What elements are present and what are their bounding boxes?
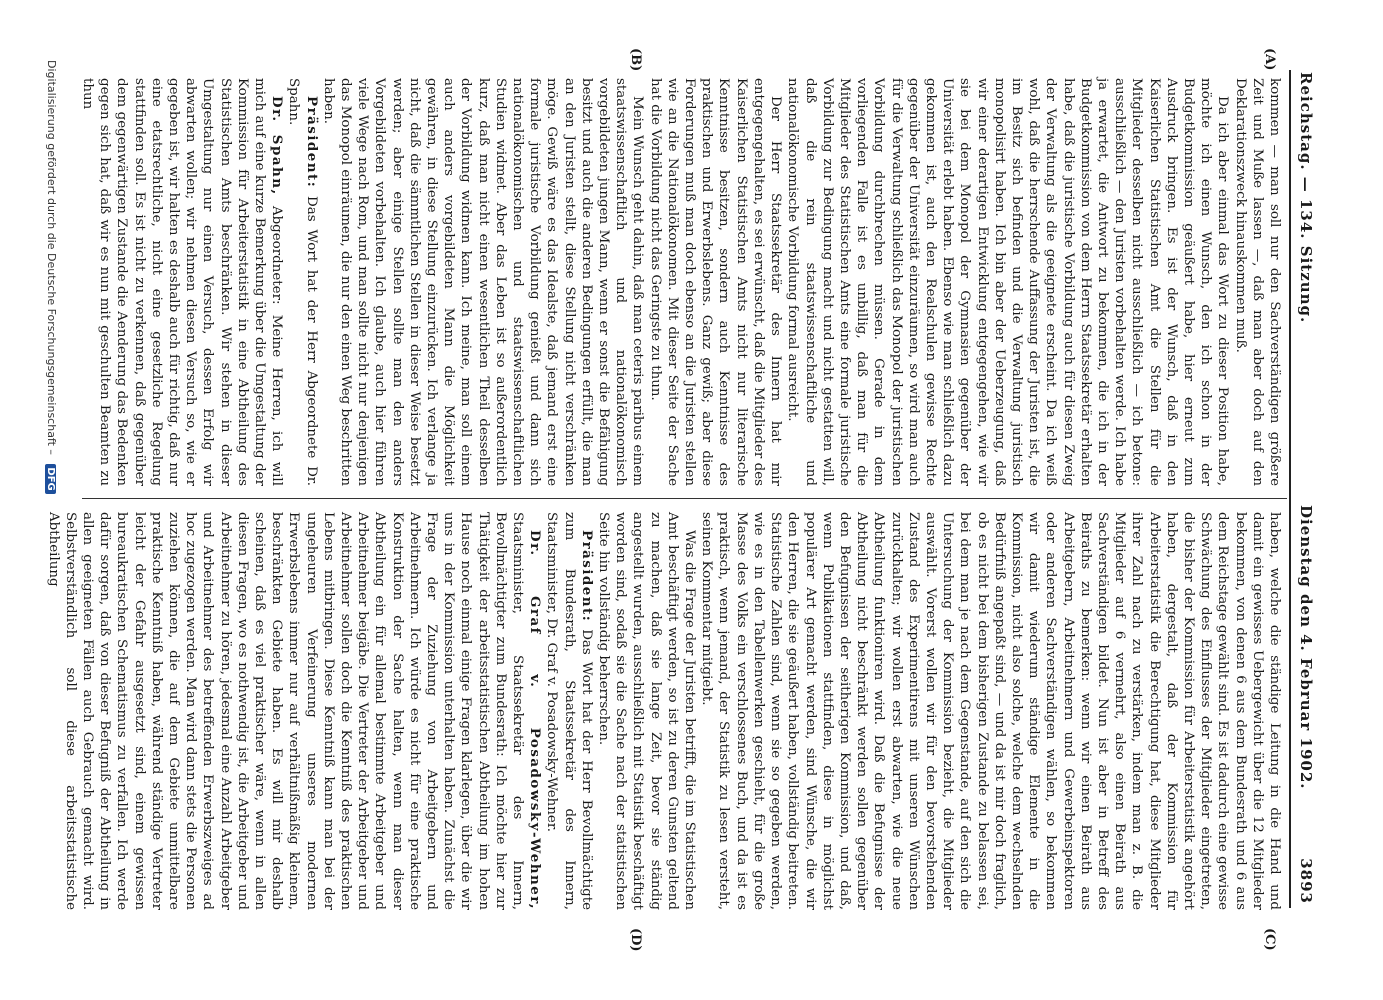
margin-letter-d: (D) — [628, 928, 643, 952]
speaker-paragraph — [543, 512, 595, 910]
speaker-paragraph — [44, 512, 543, 910]
paragraph: kommen — man soll nur den Sachverständigen größere Zeit und Muße lassen —, daß man aber doch auf den Deklarationszweck hinauskommen muß. — [1232, 78, 1282, 486]
speech-text: Das Wort hat der Herr Bevollmächtigte zum Bundesrath, Staatssekretär des Innern, Staatsminister, Dr. Graf v. Posadowsky-Wehner. — [544, 512, 594, 910]
speech-text: Staatsminister, Staatssekretär des Innern, Bevollmächtigter zum Bundesrath: Ich möchte hier zur Thätigkeit der arbeitsstatistischen Abtheilung im hohen Hause noch einmal einige Fragen klarlegen, über die wir uns in der Kommission unterhalten haben. Zunächst die Frage der Zuziehung von Arbeitgebern und Arbeitnehmern. Ich würde es nicht für eine praktische Konstruktion der Sache halten, wenn man dieser Abtheilung ein für allemal bestimmte Arbeitgeber und Arbeitnehmer beigäbe. Die Vertreter der Arbeitgeber und Arbeitnehmer sollen doch die Kenntniß des praktischen Lebens mitbringen. Diese Kenntniß kann man bei der ungeheuren Verfeinerung unseres modernen Erwerbslebens immer nur auf verhältnißmäßig kleinem, beschränkten Gebiete haben. Es will mir deshalb scheinen, daß es viel praktischer wäre, wenn in allen diesen Fragen, wo es nothwendig ist, die Arbeitgeber und Arbeitnehmer zu hören, jedesmal eine Anzahl Arbeitgeber und Arbeitnehmer des betreffenden Erwerbszweiges ad hoc zugezogen werden. Man wird dann stets die Personen zuziehen können, die auf dem Gebiete unmittelbare praktische Kenntniß haben, während ständige Vertreter leicht der Gefahr ausgesetzt sind, einem gewissen bureaukratischen Schematismus zu verfallen. Ich werde dafür sorgen, daß von dieser Befugniß der Abtheilung in allen geeigneten Fällen auch Gebrauch gemacht wird. Selbstverständlich soll diese arbeitsstatistische Abtheilung — [45, 512, 526, 910]
speaker-paragraph — [285, 78, 319, 486]
speaker-label: Präsident: — [578, 530, 595, 623]
speech-text: Abgeordneter: Meine Herren, ich will mich auf eine kurze Bemerkung über die Umgestaltung der Kommission für Arbeiterstatistik in eine Abtheilung des Statistischen Amts beschränken. Wir stehen in dieser Umgestaltung nur einen Versuch, dessen Erfolg wir abwarten wollen; wir nehmen diesen Versuch so, wie er gegeben ist, wir halten es deshalb auch für richtig, daß nur eine etatsrechtliche, nicht eine gesetzliche Regelung stattfinden soll. Es ist nicht zu verkennen, daß gegenüber dem gegenwärtigen Zustande die Aenderung das Bedenken gegen sich hat, daß wir es nun mit geschulten Beamten zu thun — [79, 78, 285, 487]
dfg-logo: DFG — [46, 464, 57, 493]
column-divider — [82, 498, 1287, 499]
page-number: 3893 — [1297, 858, 1315, 904]
digitization-footer — [45, 0, 58, 1000]
margin-letter-b: (B) — [628, 48, 643, 72]
footer-text: Digitalisierung gefördert durch die Deutsche Forschungsgemeinschaft – — [45, 60, 58, 455]
margin-letter-a: (A) — [1262, 48, 1277, 71]
paragraph: Mein Wunsch geht dahin, daß man ceteris paribus einem staatswissenschaftlich und nationalökonomisch vorgebildeten jungen Mann, wenn er sonst die Befähigung besitzt und auch die anderen Bedingungen erfüllt, die man an den Juristen stellt, diese Stellung nicht verschränken möge. Gewiß wäre es das Idealste, daß jemand erst eine formale juristische Vorbildung genießt und dann sich nationalökonomischen und staatswissenschaftlichen Studien widmet. Aber das Leben ist so außerordentlich kurz, daß man nicht einen wesentlichen Theil desselben der Vorbildung widmen kann. Ich meine, man soll einem auch anders vorgebildeten Mann die Möglichkeit gewähren, in diese Stellung einzurücken. Ich verlange ja nicht, daß die sämmtlichen Stellen in dieser Weise besetzt werden; aber einige Stellen sollte man den anders Vorgebildeten vorbehalten. Ich glaube, auch hier führen viele Wege nach Rom, und man sollte nicht nur denjenigen das Monopol einräumen, die nur den einen Weg beschritten haben. — [320, 78, 646, 486]
running-header-right: Dienstag den 4. Februar 1902. — [1297, 505, 1315, 790]
paragraph: Da ich aber einmal das Wort zu dieser Position habe, möchte ich einen Wunsch, den ich schon in der Budgetkommission geäußert habe, hier erneut zum Ausdruck bringen. Es ist der Wunsch, daß in den Kaiserlichen Statistischen Amt die Stellen für die Mitglieder desselben nicht ausschließlich — ich betone: ausschließlich — den Juristen vorbehalten werde. Ich habe ja erwartet, die Antwort zu bekommen, die ich in der Budgetkommission von dem Herrn Staatssekretär erhalten habe, daß die juristische Vorbildung auch für diesen Zweig der Verwaltung als die geeignete erscheint. Da ich weiß wohl, daß die herrschende Auffassung der Juristen ist, die im Besitz sich befinden und die Verwaltung juristisch monopolisirt haben. Ich bin aber der Ueberzeugung, daß wir einer derartigen Entwicklung entgegengehen, wie wir sie bei dem Monopol der Gymnasien gegenüber der Universität erlebt haben. Ebenso wie man schließlich dazu gekommen ist, auch den Realschulen gewisse Rechte gegenüber der Universität einzuräumen, so wird man auch für die Verwaltung schließlich das Monopol der juristischen Vorbildung durchbrechen müssen. Gerade in dem vorliegenden Falle ist es unbillig, daß man für die Mitglieder des Statistischen Amts eine formale juristische Vorbildung zur Bedingung macht und nicht gestatten will, daß die rein staatswissenschaftliche und nationalökonomische Vorbildung formal ausreicht. — [785, 78, 1231, 486]
running-header-left: Reichstag. — 134. Sitzung. — [1297, 72, 1315, 324]
paragraph: Der Herr Staatssekretär des Innern hat mir entgegengehalten, es sei erwünscht, daß die Mitglieder des Kaiserlichen Statistischen Amts nicht nur literarische Kenntnisse besitzen, sondern auch Kenntnisse des praktischen und Erwerbslebens. Ganz gewiß; aber diese Forderungen muß man doch ebenso an die Juristen stellen wie an die Nationalökonomen. Mit dieser Seite der Sache hat die Vorbildung nicht das Geringste zu thun. — [647, 78, 784, 486]
speaker-label: Dr. Graf v. Posadowsky-Wehner, — [527, 530, 544, 910]
speaker-label: Dr. Spahn, — [269, 96, 286, 196]
left-column — [80, 78, 1283, 486]
speech-text: Das Wort hat der Herr Abgeordnete Dr. Spahn. — [286, 78, 319, 486]
right-column — [45, 512, 1283, 910]
paragraph: haben, welche die ständige Leitung in die Hand und damit ein gewisses Uebergewicht über die 12 Mitglieder bekommen, von denen 6 aus dem Bundesrath und 6 aus dem Reichstage gewählt sind. Es ist dadurch eine gewisse Schwächung des Einflusses der Mitglieder eingetreten, die bisher der Kommission für Arbeiterstatistik angehört haben, dergestalt, daß der Kommission für Arbeiterstatistik die Berechtigung hat, diese Mitglieder ihrer Zahl nach zu verstärken, indem man z. B. die Mitglieder auf 6 vermehrt, also einen Beirath aus Sachverständigen bildet. Nun ist aber in Betreff des Beiraths zu bemerken: wenn wir einen Beirath aus Arbeitgebern, Arbeitnehmern und Gewerbeinspektoren oder anderen Sachverständigen wählen, so bekommen wir damit wiederum ständige Elemente in die Kommission, nicht also solche, welche dem wechselnden Bedürfniß angepaßt sind, — und da ist mir doch fraglich, ob es nicht bei dem bisherigen Zustande zu belassen sei, bei dem man je nach dem Gegenstande, auf den sich die Untersuchung der Kommission bezieht, die Mitglieder auswählt. Vorerst wollen wir für den bevorstehenden Zustand des Experimentirens mit unseren Wünschen zurückhalten; wir wollen erst abwarten, wie die neue Abtheilung funktioniren wird. Daß die Befugnisse der Abtheilung nicht beschränkt werden sollen gegenüber den Befugnissen der seitherigen Kommission, und daß, wenn Publikationen stattfinden, diese in möglichst populärer Art gemacht werden, sind Wünsche, die wir den Herren, die sie geäußert haben, vollständig beitreten. Statistische Zahlen sind, wenn sie so gegeben werden, wie es in den Tabellenwerken geschieht, für die große Masse des Volks ein verschlossenes Buch, und da ist es praktisch, wenn jemand, der Statistik zu lesen versteht, seinen Kommentar mitgiebt. — [699, 512, 1282, 910]
speaker-paragraph — [79, 78, 285, 486]
paragraph: Was die Frage der Juristen betrifft, die im Statistischen Amt beschäftigt werden, so ist zu deren Gunsten geltend zu machen, daß sie lange Zeit, bevor sie ständig angestellt wurden, ausschließlich mit Statistik beschäftigt worden sind, sodaß sie die Sache nach der statistischen Seite hin vollständig beherrschen. — [596, 512, 698, 910]
speaker-label: Präsident: — [303, 96, 320, 189]
margin-letter-c: (C) — [1262, 928, 1277, 951]
header-rule — [1289, 70, 1291, 908]
